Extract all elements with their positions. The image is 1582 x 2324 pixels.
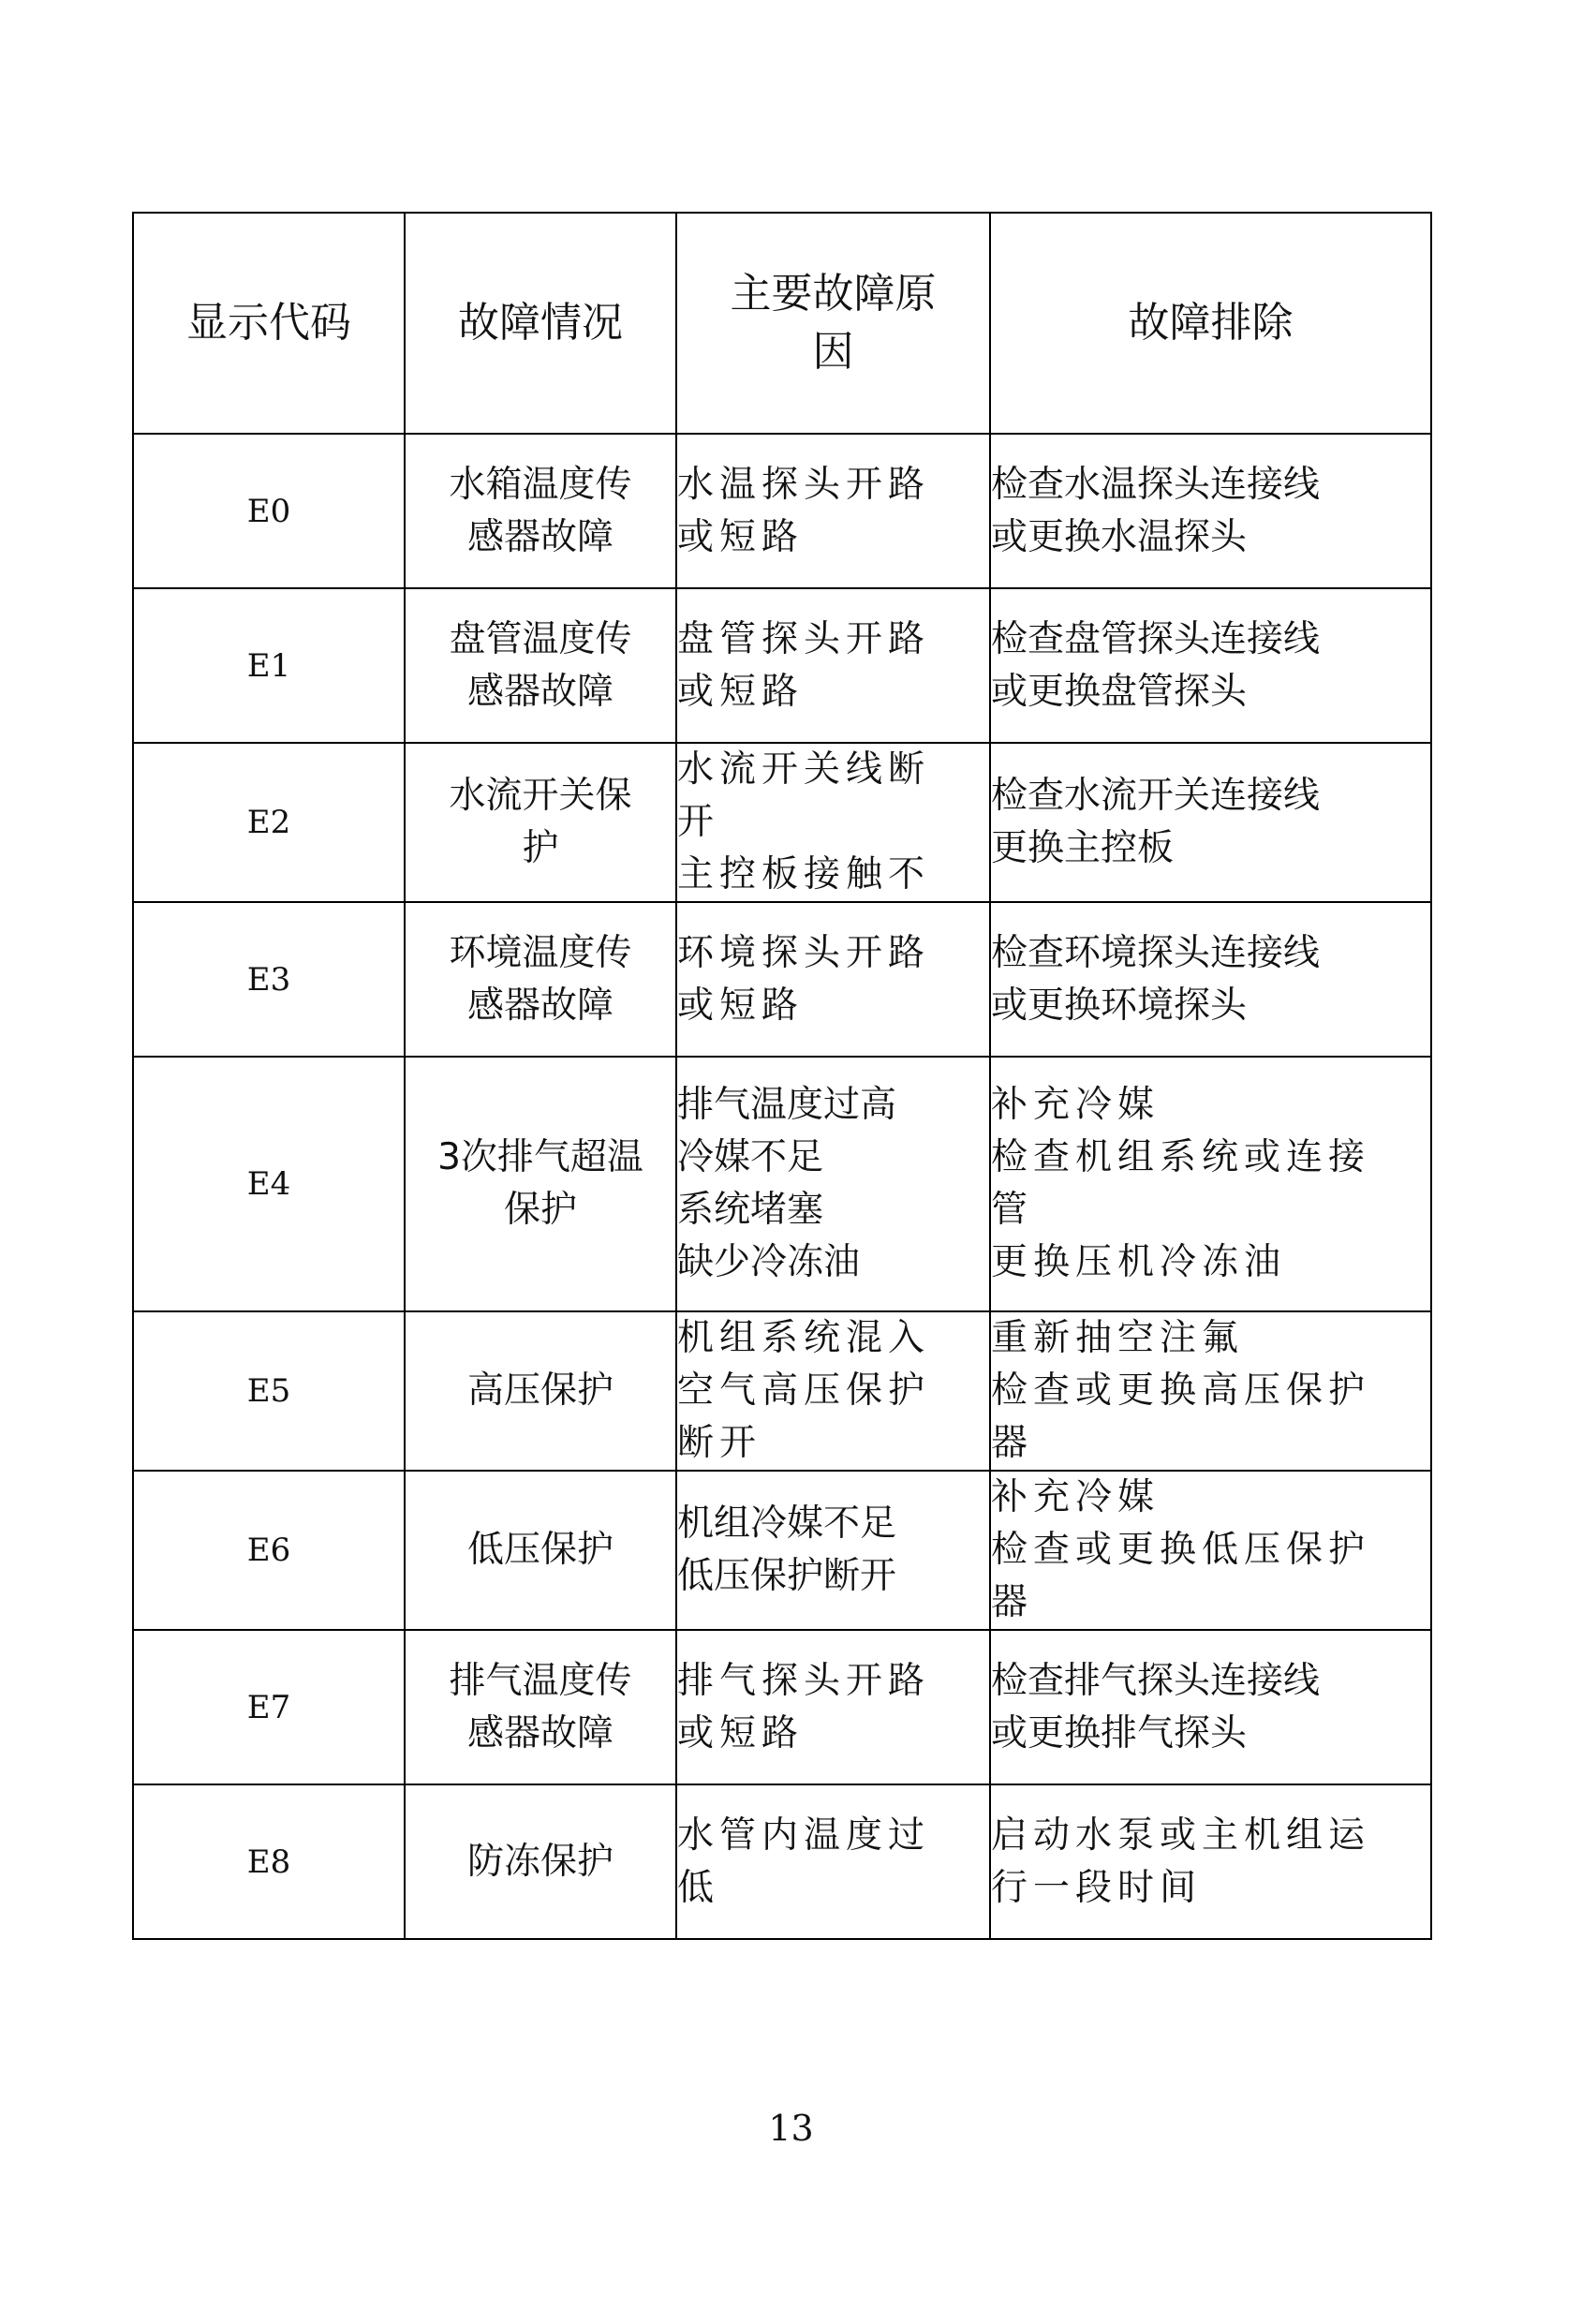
cell-fault-condition-line: 保护 <box>503 1189 577 1231</box>
cell-main-cause-line: 缺少冷冻油 <box>677 1241 861 1283</box>
cell-fault-condition <box>405 1057 676 1311</box>
header-display-code: 显示代码 <box>133 213 405 434</box>
cell-main-cause <box>676 1630 990 1784</box>
cell-display-code: E6 <box>133 1471 405 1630</box>
cell-troubleshooting-line: 补充冷媒 <box>991 1476 1161 1518</box>
cell-troubleshooting-line: 或更换环境探头 <box>991 984 1248 1027</box>
cell-main-cause-line: 环境探头开路 <box>677 931 931 974</box>
cell-display-code: E8 <box>133 1784 405 1939</box>
cell-troubleshooting <box>990 1057 1431 1311</box>
header-main-cause-line: 因 <box>812 328 854 376</box>
header-troubleshooting: 故障排除 <box>990 213 1431 434</box>
cell-fault-condition-line: 水流开关保 <box>449 775 632 817</box>
cell-fault-condition-line: 低压保护 <box>466 1529 614 1571</box>
cell-main-cause-line: 或短路 <box>677 1711 805 1754</box>
cell-fault-condition <box>405 1784 676 1939</box>
cell-display-code: E1 <box>133 588 405 743</box>
cell-troubleshooting-line: 检查水温探头连接线 <box>991 463 1321 506</box>
cell-main-cause-line: 断开 <box>677 1422 762 1464</box>
cell-main-cause-line: 机组冷媒不足 <box>677 1502 897 1545</box>
cell-troubleshooting-line: 器 <box>991 1581 1034 1623</box>
cell-fault-condition <box>405 743 676 902</box>
cell-fault-condition <box>405 1471 676 1630</box>
table-header-row <box>133 213 1431 434</box>
cell-main-cause <box>676 1471 990 1630</box>
cell-troubleshooting-line: 检查或更换低压保护 <box>991 1529 1371 1571</box>
cell-fault-condition <box>405 1630 676 1784</box>
cell-fault-condition-line: 排气温度传 <box>449 1659 632 1702</box>
cell-troubleshooting <box>990 1311 1431 1471</box>
cell-fault-condition <box>405 434 676 588</box>
cell-fault-condition-line: 护 <box>522 827 559 869</box>
cell-main-cause-line: 盘管探头开路 <box>677 617 931 660</box>
cell-display-code: E7 <box>133 1630 405 1784</box>
cell-main-cause-line: 机组系统混入 <box>677 1317 931 1359</box>
table-row <box>133 1630 1431 1784</box>
cell-troubleshooting-line: 或更换盘管探头 <box>991 670 1248 713</box>
cell-fault-condition-line: 防冻保护 <box>466 1840 614 1883</box>
cell-fault-condition-line: 水箱温度传 <box>449 463 632 506</box>
page-number: 13 <box>768 2108 814 2149</box>
cell-troubleshooting-line: 更换压机冷冻油 <box>991 1241 1287 1283</box>
table-row <box>133 902 1431 1057</box>
fault-code-table <box>132 212 1432 1940</box>
table-row <box>133 1784 1431 1939</box>
cell-fault-condition-line: 3次排气超温 <box>437 1136 643 1178</box>
cell-troubleshooting <box>990 1784 1431 1939</box>
cell-troubleshooting-line: 检查排气探头连接线 <box>991 1659 1321 1702</box>
cell-display-code: E2 <box>133 743 405 902</box>
cell-troubleshooting-line: 启动水泵或主机组运 <box>991 1813 1371 1857</box>
cell-main-cause <box>676 902 990 1057</box>
cell-troubleshooting-line: 检查机组系统或连接 <box>991 1136 1371 1178</box>
cell-troubleshooting-line: 补充冷媒 <box>991 1084 1161 1126</box>
cell-main-cause-line: 水温探头开路 <box>677 463 931 506</box>
cell-troubleshooting-line: 更换主控板 <box>991 827 1175 869</box>
cell-main-cause <box>676 743 990 902</box>
cell-main-cause-line: 低压保护断开 <box>677 1555 897 1597</box>
cell-main-cause-line: 主控板接触不 <box>677 853 931 896</box>
cell-main-cause-line: 排气温度过高 <box>677 1084 897 1126</box>
cell-fault-condition-line: 环境温度传 <box>449 931 632 974</box>
cell-main-cause-line: 系统堵塞 <box>677 1189 824 1231</box>
cell-fault-condition-line: 感器故障 <box>466 1711 614 1754</box>
cell-main-cause-line: 低 <box>677 1866 720 1909</box>
cell-display-code: E0 <box>133 434 405 588</box>
cell-main-cause-line: 水流开关线断 <box>677 748 931 791</box>
cell-display-code: E3 <box>133 902 405 1057</box>
cell-troubleshooting-line: 管 <box>991 1189 1034 1231</box>
cell-troubleshooting <box>990 1630 1431 1784</box>
cell-troubleshooting <box>990 434 1431 588</box>
cell-main-cause <box>676 434 990 588</box>
table-row <box>133 1311 1431 1471</box>
header-fault-condition: 故障情况 <box>405 213 676 434</box>
cell-troubleshooting-line: 检查环境探头连接线 <box>991 931 1321 974</box>
cell-troubleshooting-line: 器 <box>991 1422 1034 1464</box>
cell-main-cause-line: 或短路 <box>677 984 805 1027</box>
table-row <box>133 1057 1431 1311</box>
table-row <box>133 588 1431 743</box>
cell-main-cause <box>676 1784 990 1939</box>
cell-display-code: E4 <box>133 1057 405 1311</box>
cell-troubleshooting-line: 检查盘管探头连接线 <box>991 617 1321 660</box>
cell-troubleshooting <box>990 902 1431 1057</box>
cell-main-cause <box>676 1311 990 1471</box>
cell-display-code: E5 <box>133 1311 405 1471</box>
cell-main-cause <box>676 1057 990 1311</box>
table-row <box>133 434 1431 588</box>
cell-troubleshooting-line: 或更换水温探头 <box>991 515 1248 558</box>
cell-fault-condition <box>405 1311 676 1471</box>
cell-main-cause-line: 排气探头开路 <box>677 1659 931 1702</box>
cell-main-cause-line: 水管内温度过 <box>677 1813 931 1857</box>
table-row <box>133 1471 1431 1630</box>
cell-main-cause-line: 开 <box>677 801 720 843</box>
cell-fault-condition-line: 盘管温度传 <box>449 617 632 660</box>
cell-fault-condition <box>405 588 676 743</box>
cell-troubleshooting <box>990 1471 1431 1630</box>
cell-troubleshooting-line: 或更换排气探头 <box>991 1711 1248 1754</box>
cell-troubleshooting-line: 重新抽空注氟 <box>991 1317 1245 1359</box>
header-main-cause <box>676 213 990 434</box>
cell-main-cause-line: 冷媒不足 <box>677 1136 824 1178</box>
cell-main-cause-line: 或短路 <box>677 670 805 713</box>
table-row <box>133 743 1431 902</box>
cell-troubleshooting <box>990 743 1431 902</box>
cell-main-cause <box>676 588 990 743</box>
header-main-cause-line: 主要故障原 <box>730 270 937 318</box>
cell-troubleshooting-line: 检查水流开关连接线 <box>991 775 1321 817</box>
cell-fault-condition-line: 感器故障 <box>466 984 614 1027</box>
cell-troubleshooting-line: 检查或更换高压保护 <box>991 1369 1371 1412</box>
cell-main-cause-line: 或短路 <box>677 515 805 558</box>
cell-fault-condition-line: 感器故障 <box>466 515 614 558</box>
cell-main-cause-line: 空气高压保护 <box>677 1369 931 1412</box>
cell-fault-condition <box>405 902 676 1057</box>
cell-troubleshooting <box>990 588 1431 743</box>
cell-fault-condition-line: 感器故障 <box>466 670 614 713</box>
cell-fault-condition-line: 高压保护 <box>466 1369 614 1412</box>
cell-troubleshooting-line: 行一段时间 <box>991 1866 1203 1909</box>
